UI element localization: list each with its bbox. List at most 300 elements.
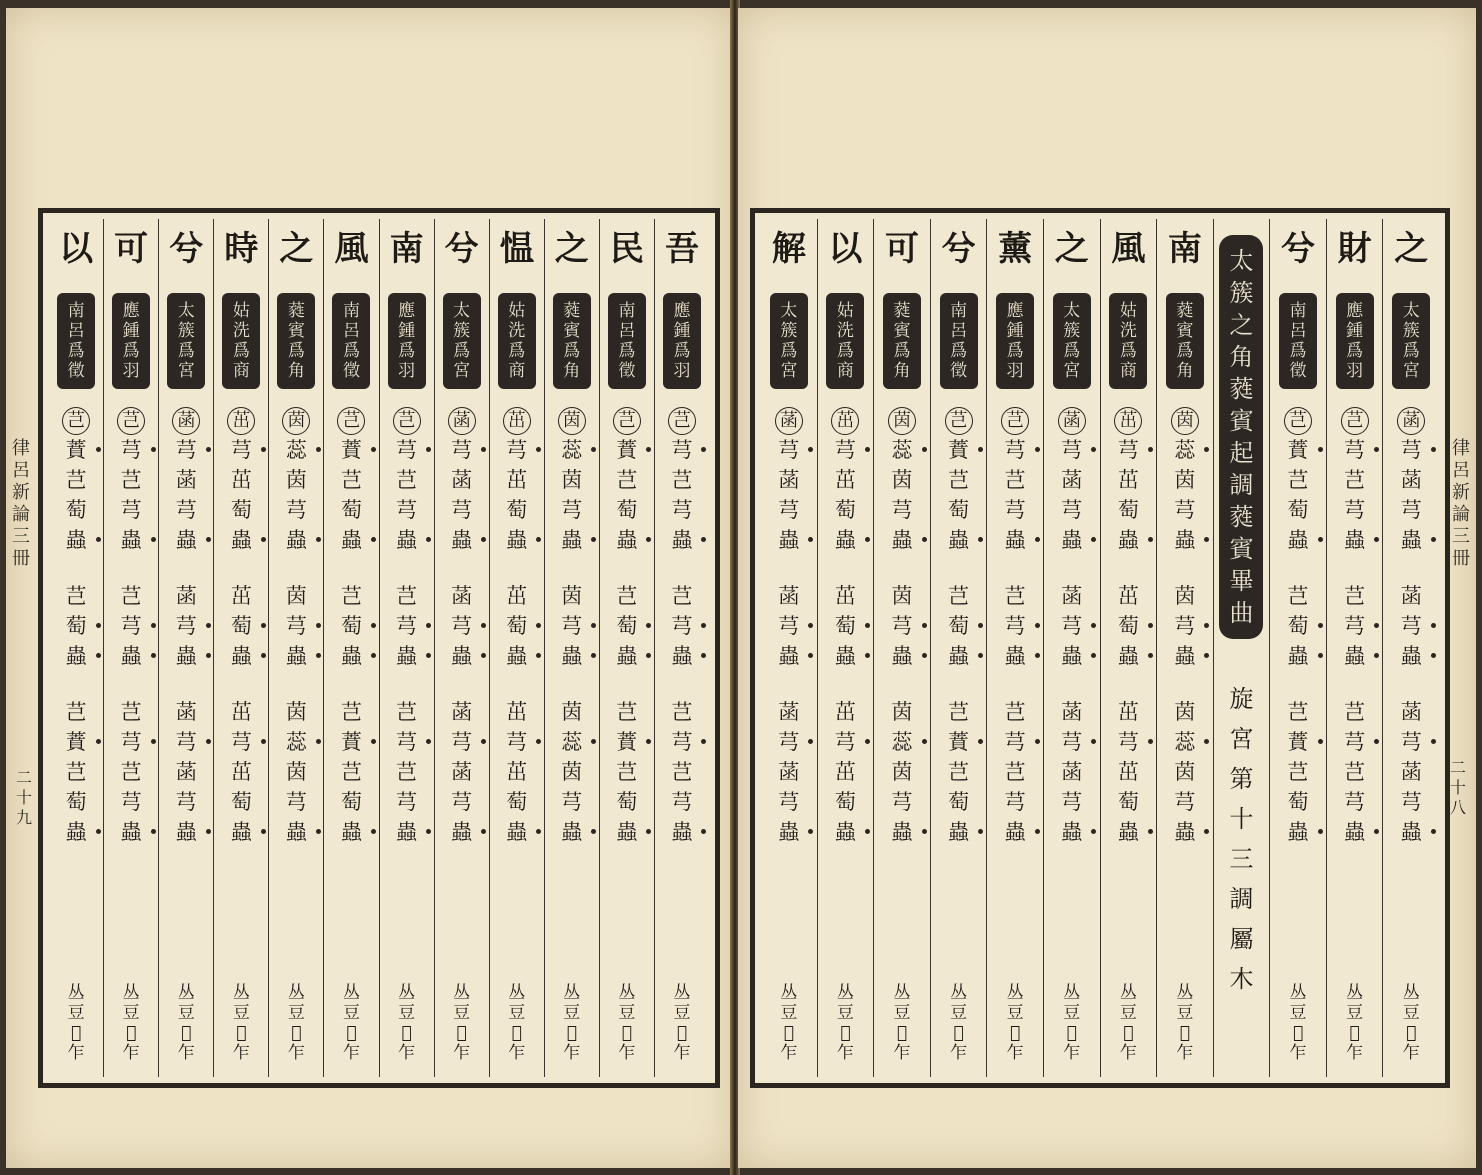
note-glyph: 茁 (834, 584, 856, 608)
note-glyph: 蟲 (1118, 817, 1139, 847)
instrument-character: 丛 (453, 983, 471, 1003)
instrument-character: 乍 (950, 1043, 968, 1063)
instrument-character: 丛 (1006, 983, 1024, 1003)
subtitle (1229, 679, 1253, 999)
mode-tag-character: 蕤 (287, 301, 305, 321)
instrument-character: 乍 (673, 1043, 691, 1063)
instrument-character: 乍 (1006, 1043, 1024, 1063)
mode-tag-character: 爲 (177, 341, 195, 361)
mode-tag-character: 羽 (1346, 361, 1364, 381)
notation-notes (62, 407, 90, 873)
mode-tag-character: 角 (563, 361, 581, 381)
note-glyph: 菡 (451, 760, 473, 784)
notation-column (654, 219, 709, 1077)
notation-column (49, 219, 103, 1077)
mode-tag-character: 洗 (232, 321, 250, 341)
note-glyph: 菡 (175, 584, 197, 608)
note-glyph: 茵 (285, 700, 307, 724)
instrument-character: 𠚕 (1179, 1023, 1190, 1043)
note-glyph: 蕡 (616, 727, 637, 757)
note-glyph: 蟲 (616, 641, 637, 671)
note-group (835, 697, 856, 847)
note-glyph: 芎 (778, 727, 799, 757)
mode-tag (57, 293, 95, 389)
note-glyph: 芎 (396, 727, 417, 757)
mode-tag-character: 徵 (618, 361, 636, 381)
instrument-character: 𠚕 (840, 1023, 851, 1043)
note-group (892, 581, 913, 671)
note-glyph: 蟲 (451, 641, 472, 671)
note-group (1058, 407, 1086, 555)
note-glyph: 萄 (65, 790, 87, 814)
note-glyph: 蟲 (1174, 641, 1195, 671)
note-group (506, 581, 527, 671)
note-group (1401, 697, 1422, 847)
instrument-character: 丛 (563, 983, 581, 1003)
note-glyph: 蟲 (341, 817, 362, 847)
subtitle-character: 第 (1229, 765, 1254, 793)
note-glyph: 芎 (1004, 790, 1026, 814)
note-glyph: 萄 (1287, 790, 1309, 814)
instrument-character: 豆 (780, 1003, 798, 1023)
instrument-character: 豆 (1119, 1003, 1137, 1023)
note-glyph: 蟲 (396, 641, 417, 671)
note-glyph: 茁 (506, 468, 528, 492)
note-glyph: 芎 (451, 435, 472, 465)
note-glyph: 蟲 (341, 641, 362, 671)
note-glyph: 芎 (175, 790, 197, 814)
note-glyph: 芑 (945, 407, 973, 435)
note-glyph: 芎 (1061, 790, 1083, 814)
note-glyph: 蟲 (286, 641, 307, 671)
title-character: 之 (1229, 311, 1254, 339)
instrument-character: 丛 (618, 983, 636, 1003)
instrument-marking (950, 983, 967, 1063)
subtitle-character: 屬 (1229, 925, 1254, 953)
mode-tag (1392, 293, 1430, 389)
note-glyph: 萄 (835, 611, 856, 641)
lyric-character: 以 (828, 229, 863, 269)
lyric-character: 時 (224, 229, 259, 269)
mode-tag-character: 商 (836, 361, 854, 381)
note-glyph: 蟲 (1288, 641, 1309, 671)
instrument-character: 丛 (1346, 983, 1364, 1003)
page-number-character: 十 (16, 788, 33, 807)
note-glyph: 芑 (340, 700, 362, 724)
note-glyph: 蕡 (341, 727, 362, 757)
mode-tag (996, 293, 1034, 389)
notation-notes (1001, 407, 1029, 873)
note-glyph: 芑 (120, 760, 142, 784)
mode-tag (1336, 293, 1374, 389)
instrument-character: 乍 (287, 1043, 305, 1063)
mode-tag (443, 293, 481, 389)
mode-tag-character: 宮 (1063, 361, 1081, 381)
note-glyph: 菡 (1061, 468, 1083, 492)
title-character: 角 (1229, 343, 1254, 371)
instrument-character: 𠚕 (621, 1023, 632, 1043)
note-group (1114, 407, 1142, 555)
mode-tag (1166, 293, 1204, 389)
note-glyph: 芎 (835, 727, 856, 757)
instrument-character: 豆 (508, 1003, 526, 1023)
mode-tag (388, 293, 426, 389)
note-group (1397, 407, 1425, 555)
note-glyph: 蟲 (1401, 817, 1422, 847)
note-glyph: 萄 (65, 498, 87, 522)
instrument-character: 𠚕 (1123, 1023, 1134, 1043)
subtitle-character: 三 (1229, 845, 1254, 873)
note-glyph: 蟲 (1401, 525, 1422, 555)
instrument-character: 乍 (1346, 1043, 1364, 1063)
instrument-character: 𠚕 (401, 1023, 412, 1043)
lyric-character: 愠 (499, 229, 534, 269)
note-group (558, 407, 586, 555)
note-glyph: 芑 (616, 760, 638, 784)
note-glyph: 萄 (506, 498, 528, 522)
mode-tag-character: 角 (1176, 361, 1194, 381)
note-glyph: 芎 (1174, 498, 1196, 522)
title-column (1213, 219, 1270, 1077)
note-glyph: 芎 (561, 611, 582, 641)
mode-tag-character: 爲 (836, 341, 854, 361)
mode-tag-character: 賓 (1176, 321, 1194, 341)
note-glyph: 芎 (285, 498, 307, 522)
note-glyph: 茵 (891, 760, 913, 784)
instrument-character: 丛 (1063, 983, 1081, 1003)
subtitle-character: 調 (1229, 885, 1254, 913)
note-group (506, 697, 527, 847)
note-glyph: 茁 (1117, 468, 1139, 492)
note-glyph: 萄 (948, 790, 970, 814)
note-glyph: 芑 (65, 760, 87, 784)
note-glyph: 蟲 (66, 817, 87, 847)
note-glyph: 芎 (778, 435, 799, 465)
note-glyph: 芑 (1344, 700, 1366, 724)
mode-tag-character: 爲 (1006, 341, 1024, 361)
notation-notes (503, 407, 531, 873)
note-glyph: 茁 (230, 760, 252, 784)
title-character: 蕤 (1229, 503, 1254, 531)
note-glyph: 蟲 (286, 817, 307, 847)
mode-tag (608, 293, 646, 389)
note-glyph: 萄 (1118, 611, 1139, 641)
note-group (945, 407, 973, 555)
note-group (1061, 581, 1082, 671)
mode-tag-character: 爲 (1063, 341, 1081, 361)
note-glyph: 蟲 (778, 817, 799, 847)
note-glyph: 菡 (175, 760, 197, 784)
note-glyph: 芑 (1287, 700, 1309, 724)
instrument-marking (780, 983, 797, 1063)
note-glyph: 芎 (1061, 611, 1082, 641)
notation-column (323, 219, 378, 1077)
notation-notes (172, 407, 200, 873)
notation-notes (775, 407, 803, 873)
note-glyph: 菡 (1061, 584, 1083, 608)
note-glyph: 蟲 (176, 525, 197, 555)
note-glyph: 萄 (616, 611, 637, 641)
margin-character: 新 (1452, 482, 1470, 503)
notation-column (1326, 219, 1383, 1077)
note-glyph: 蟲 (121, 641, 142, 671)
mode-tag-character: 羽 (1006, 361, 1024, 381)
note-glyph: 蟲 (66, 525, 87, 555)
note-glyph: 蟲 (121, 525, 142, 555)
instrument-marking (1403, 983, 1420, 1063)
instrument-marking (837, 983, 854, 1063)
mode-tag (167, 293, 205, 389)
note-glyph: 菡 (175, 468, 197, 492)
mode-tag-character: 南 (618, 301, 636, 321)
instrument-character: 豆 (232, 1003, 250, 1023)
note-glyph: 芎 (778, 498, 800, 522)
mode-tag-character: 蕤 (563, 301, 581, 321)
lyric-character: 兮 (941, 229, 976, 269)
instrument-character: 乍 (342, 1043, 360, 1063)
mode-tag (1279, 293, 1317, 389)
note-glyph: 菡 (778, 700, 800, 724)
mode-tag (770, 293, 808, 389)
note-glyph: 蟲 (1174, 525, 1195, 555)
note-glyph: 蕊 (1174, 727, 1195, 757)
note-glyph: 蟲 (778, 641, 799, 671)
note-glyph: 萄 (230, 790, 252, 814)
notation-column (103, 219, 158, 1077)
note-glyph: 萄 (340, 790, 362, 814)
note-group (888, 407, 916, 555)
instrument-character: 乍 (780, 1043, 798, 1063)
note-glyph: 蟲 (121, 817, 142, 847)
note-glyph: 蟲 (671, 525, 692, 555)
notation-column (817, 219, 874, 1077)
margin-character: 三 (12, 526, 30, 547)
note-glyph: 芎 (671, 498, 693, 522)
note-glyph: 芎 (396, 790, 418, 814)
note-glyph: 蟲 (561, 525, 582, 555)
note-glyph: 茵 (891, 700, 913, 724)
notation-notes (1397, 407, 1425, 873)
mode-tag-character: 賓 (287, 321, 305, 341)
instrument-character: 𠚕 (783, 1023, 794, 1043)
mode-tag-character: 姑 (836, 301, 854, 321)
note-glyph: 菡 (172, 407, 200, 435)
instrument-character: 豆 (1063, 1003, 1081, 1023)
mode-tag-character: 應 (673, 301, 691, 321)
note-group (503, 407, 531, 555)
lyric-character: 解 (771, 229, 806, 269)
note-glyph: 菡 (778, 468, 800, 492)
note-glyph: 菡 (1400, 760, 1422, 784)
note-glyph: 蕊 (286, 435, 307, 465)
note-glyph: 蕊 (561, 435, 582, 465)
margin-character: 冊 (12, 548, 30, 569)
note-glyph: 茵 (561, 760, 583, 784)
note-group (1061, 697, 1082, 847)
note-glyph: 茁 (230, 700, 252, 724)
note-glyph: 芑 (65, 584, 87, 608)
note-glyph: 蟲 (506, 817, 527, 847)
note-group (948, 581, 969, 671)
note-glyph: 蟲 (892, 525, 913, 555)
note-glyph: 茵 (282, 407, 310, 435)
instrument-character: 𠚕 (566, 1023, 577, 1043)
note-glyph: 芑 (671, 700, 693, 724)
note-group (62, 407, 90, 555)
note-glyph: 蕡 (1288, 435, 1309, 465)
right-margin-label (1452, 438, 1470, 570)
instrument-character: 乍 (398, 1043, 416, 1063)
note-glyph: 蕡 (66, 435, 87, 465)
right-columns (761, 219, 1439, 1077)
note-group (561, 697, 582, 847)
mode-tag-character: 徵 (342, 361, 360, 381)
instrument-character: 豆 (836, 1003, 854, 1023)
note-glyph: 芑 (396, 584, 418, 608)
notation-column (1156, 219, 1213, 1077)
notation-column (434, 219, 489, 1077)
mode-tag-character: 呂 (618, 321, 636, 341)
left-frame (38, 208, 720, 1088)
note-glyph: 茁 (831, 407, 859, 435)
left-page (6, 8, 734, 1168)
note-group (286, 581, 307, 671)
mode-tag (553, 293, 591, 389)
title-character: 起 (1229, 439, 1254, 467)
note-glyph: 芎 (891, 790, 913, 814)
note-glyph: 芑 (1004, 584, 1026, 608)
title-character: 簇 (1229, 279, 1254, 307)
note-glyph: 萄 (834, 498, 856, 522)
instrument-character: 豆 (673, 1003, 691, 1023)
lyric-character: 吾 (664, 229, 699, 269)
instrument-character: 丛 (177, 983, 195, 1003)
note-glyph: 萄 (1117, 498, 1139, 522)
note-glyph: 芎 (451, 727, 472, 757)
mode-tag-character: 太 (780, 301, 798, 321)
note-group (231, 697, 252, 847)
note-glyph: 芑 (671, 468, 693, 492)
lyric-character: 之 (1054, 229, 1089, 269)
instrument-character: 丛 (342, 983, 360, 1003)
note-glyph: 芎 (506, 435, 527, 465)
instrument-marking (894, 983, 911, 1063)
instrument-character: 乍 (1063, 1043, 1081, 1063)
instrument-character: 𠚕 (1292, 1023, 1304, 1043)
notation-notes (1341, 407, 1369, 873)
note-glyph: 茁 (506, 760, 528, 784)
mode-tag-character: 爲 (453, 341, 471, 361)
note-group (1401, 581, 1422, 671)
title-character: 曲 (1229, 599, 1254, 627)
instrument-marking (563, 983, 580, 1063)
instrument-character: 乍 (1402, 1043, 1420, 1063)
mode-tag-character: 洗 (508, 321, 526, 341)
instrument-character: 豆 (563, 1003, 581, 1023)
note-group (282, 407, 310, 555)
note-group (448, 407, 476, 555)
note-glyph: 蕡 (948, 727, 969, 757)
note-glyph: 蟲 (1061, 817, 1082, 847)
note-glyph: 蟲 (1005, 817, 1026, 847)
note-group (396, 697, 417, 847)
notation-column (544, 219, 599, 1077)
note-group (451, 697, 472, 847)
mode-tag-character: 爲 (67, 341, 85, 361)
mode-tag-character: 爲 (342, 341, 360, 361)
notation-notes (613, 407, 641, 873)
note-glyph: 芑 (1344, 468, 1366, 492)
note-group (176, 697, 197, 847)
note-group (948, 697, 969, 847)
instrument-character: 𠚕 (1406, 1023, 1417, 1043)
note-glyph: 萄 (66, 611, 87, 641)
instrument-character: 乍 (177, 1043, 195, 1063)
instrument-character: 乍 (1289, 1043, 1307, 1063)
notation-column (930, 219, 987, 1077)
instrument-character: 豆 (287, 1003, 305, 1023)
note-group (451, 581, 472, 671)
note-glyph: 茁 (1117, 700, 1139, 724)
note-glyph: 芎 (1061, 435, 1082, 465)
right-page-number (1450, 758, 1466, 818)
page-number-character: 二 (1449, 758, 1466, 777)
lyric-character: 兮 (1281, 229, 1316, 269)
right-frame (750, 208, 1450, 1088)
instrument-character: 𠚕 (676, 1023, 688, 1043)
instrument-character: 乍 (453, 1043, 471, 1063)
instrument-marking (123, 983, 140, 1063)
note-group (176, 581, 197, 671)
note-glyph: 芎 (451, 790, 473, 814)
mode-tag (112, 293, 150, 389)
title-character: 賓 (1229, 535, 1254, 563)
mode-tag-character: 太 (1063, 301, 1081, 321)
note-glyph: 菡 (451, 700, 473, 724)
mode-tag-character: 爲 (618, 341, 636, 361)
note-glyph: 茁 (1114, 407, 1142, 435)
mode-tag-character: 徵 (67, 361, 85, 381)
note-glyph: 芑 (948, 700, 970, 724)
note-glyph: 萄 (616, 790, 638, 814)
note-glyph: 蟲 (892, 817, 913, 847)
note-glyph: 萄 (231, 611, 252, 641)
note-glyph: 芎 (176, 611, 197, 641)
note-glyph: 蟲 (1118, 641, 1139, 671)
note-group (831, 407, 859, 555)
note-glyph: 蟲 (1344, 525, 1365, 555)
note-group (775, 407, 803, 555)
note-glyph: 蟲 (1005, 525, 1026, 555)
note-glyph: 芑 (120, 700, 142, 724)
note-group (613, 407, 641, 555)
note-glyph: 蟲 (506, 525, 527, 555)
note-glyph: 茵 (891, 584, 913, 608)
mode-tag-character: 爲 (122, 341, 140, 361)
instrument-character: 丛 (232, 983, 250, 1003)
note-glyph: 蟲 (231, 641, 252, 671)
margin-character: 論 (12, 504, 30, 525)
note-group (1174, 581, 1195, 671)
note-glyph: 蟲 (341, 525, 362, 555)
note-glyph: 茁 (1117, 584, 1139, 608)
note-glyph: 蟲 (948, 817, 969, 847)
note-glyph: 蟲 (835, 817, 856, 847)
notation-column (268, 219, 323, 1077)
mode-tag-character: 宮 (453, 361, 471, 381)
instrument-character: 乍 (1176, 1043, 1194, 1063)
mode-tag (883, 293, 921, 389)
